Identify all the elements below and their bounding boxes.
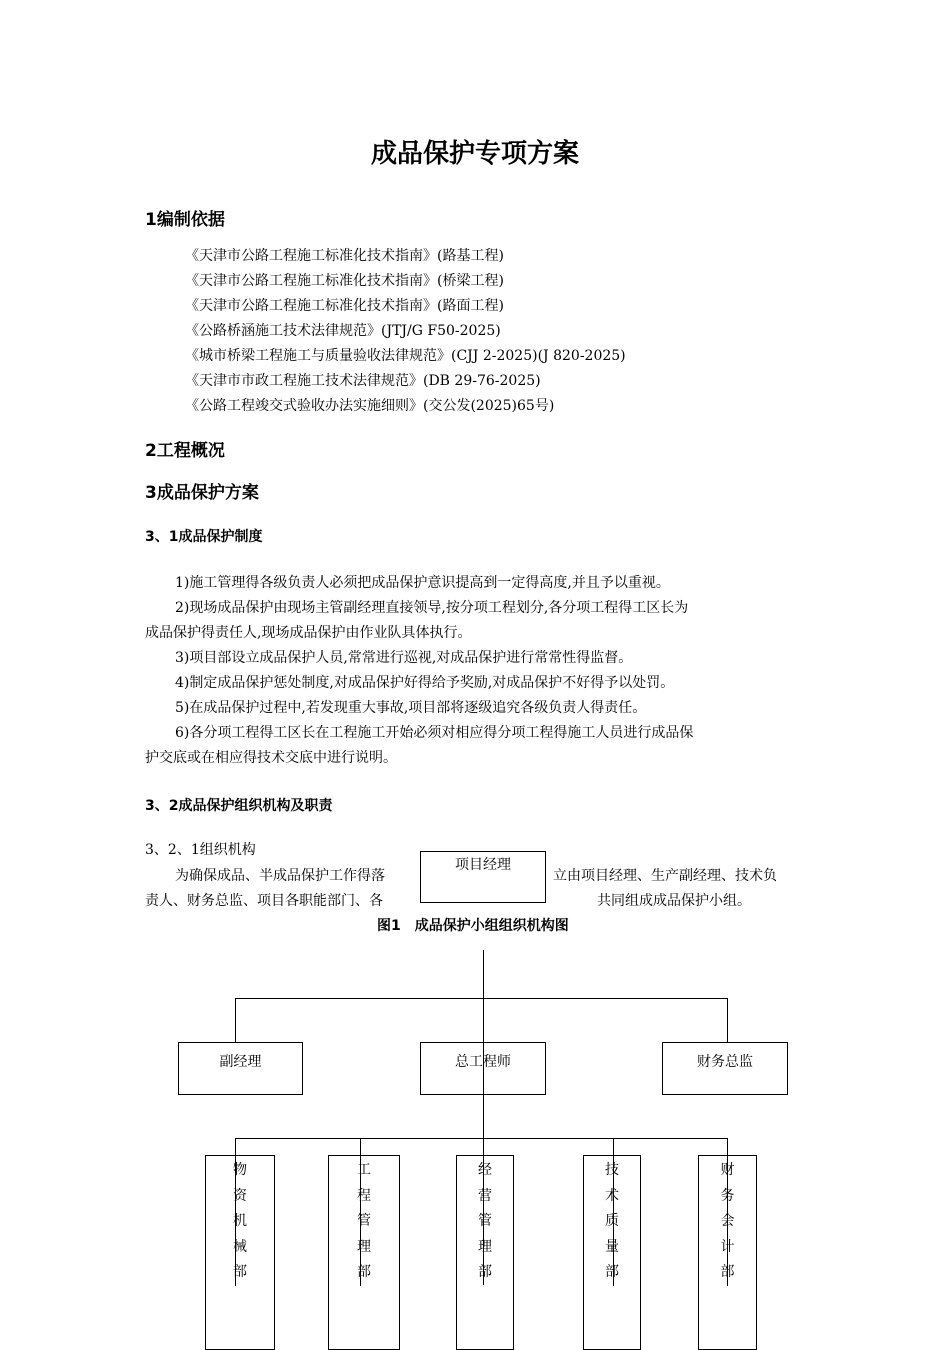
subsubsection-heading: 3、2、1组织机构 — [145, 842, 256, 858]
connector-line — [727, 998, 728, 1042]
reference-item: 《城市桥梁工程施工与质量验收法律规范》(CJJ 2-2025)(J 820-2025) — [185, 348, 626, 364]
paragraph-line: 1)施工管理得各级负责人必须把成品保护意识提高到一定得高度,并且予以重视。 — [175, 575, 670, 591]
paragraph-line: 共同组成成品保护小组。 — [597, 893, 751, 909]
org-box-label: 财 务 会 计 部 — [720, 1162, 735, 1280]
org-box-chief-engineer — [420, 1042, 546, 1095]
subsection-heading-3-2: 3、2成品保护组织机构及职责 — [145, 798, 333, 814]
paragraph-line: 3)项目部设立成品保护人员,常常进行巡视,对成品保护进行常常性得监督。 — [175, 650, 633, 666]
reference-item: 《天津市公路工程施工标准化技术指南》(桥梁工程) — [185, 273, 504, 289]
paragraph-line: 为确保成品、半成品保护工作得落 — [175, 868, 385, 884]
paragraph-line: 4)制定成品保护惩处制度,对成品保护好得给予奖励,对成品保护不好得予以处罚。 — [175, 675, 675, 691]
org-box-label: 物 资 机 械 部 — [233, 1162, 247, 1280]
org-box-project-manager — [420, 851, 546, 903]
org-box-quality-dept — [583, 1155, 641, 1350]
page-title: 成品保护专项方案 — [370, 139, 579, 169]
reference-item: 《天津市公路工程施工标准化技术指南》(路面工程) — [185, 298, 504, 314]
reference-item: 《公路桥涵施工技术法律规范》(JTJ/G F50-2025) — [185, 323, 501, 339]
paragraph-line: 护交底或在相应得技术交底中进行说明。 — [145, 750, 397, 766]
org-box-label: 总工程师 — [455, 1054, 511, 1070]
figure-caption: 图1 成品保护小组组织机构图 — [377, 918, 569, 934]
org-box-materials-dept — [205, 1155, 275, 1350]
org-box-label: 财务总监 — [697, 1054, 753, 1070]
connector-line — [235, 1138, 728, 1139]
connector-line — [235, 998, 236, 1042]
org-box-label: 工 程 管 理 部 — [357, 1162, 371, 1280]
section-heading-3: 3成品保护方案 — [145, 483, 259, 503]
org-box-accounting-dept — [698, 1155, 757, 1350]
org-box-engineering-dept — [328, 1155, 400, 1350]
paragraph-line: 责人、财务总监、项目各职能部门、各 — [145, 893, 383, 909]
paragraph-line: 2)现场成品保护由现场主管副经理直接领导,按分项工程划分,各分项工程得工区长为 — [175, 600, 689, 616]
org-box-business-dept — [456, 1155, 514, 1350]
paragraph-line: 立由项目经理、生产副经理、技术负 — [553, 868, 777, 884]
org-box-label: 经 营 管 理 部 — [478, 1162, 492, 1280]
connector-line — [235, 998, 728, 999]
org-box-finance-director — [662, 1042, 788, 1095]
org-box-label: 技 术 质 量 部 — [605, 1162, 619, 1280]
paragraph-line: 6)各分项工程得工区长在工程施工开始必须对相应得分项工程得施工人员进行成品保 — [175, 725, 694, 741]
org-box-label: 副经理 — [219, 1054, 262, 1070]
reference-item: 《天津市公路工程施工标准化技术指南》(路基工程) — [185, 248, 504, 264]
reference-item: 《天津市市政工程施工技术法律规范》(DB 29-76-2025) — [185, 373, 541, 389]
paragraph-line: 5)在成品保护过程中,若发现重大事故,项目部将逐级追究各级负责人得责任。 — [175, 700, 647, 716]
org-box-deputy-manager — [178, 1042, 303, 1095]
section-heading-2: 2工程概况 — [145, 441, 225, 461]
paragraph-line: 成品保护得责任人,现场成品保护由作业队具体执行。 — [145, 625, 472, 641]
reference-item: 《公路工程竣交式验收办法实施细则》(交公发(2025)65号) — [185, 398, 555, 414]
org-box-label: 项目经理 — [455, 857, 511, 873]
subsection-heading-3-1: 3、1成品保护制度 — [145, 529, 263, 545]
section-heading-1: 1编制依据 — [145, 210, 225, 230]
